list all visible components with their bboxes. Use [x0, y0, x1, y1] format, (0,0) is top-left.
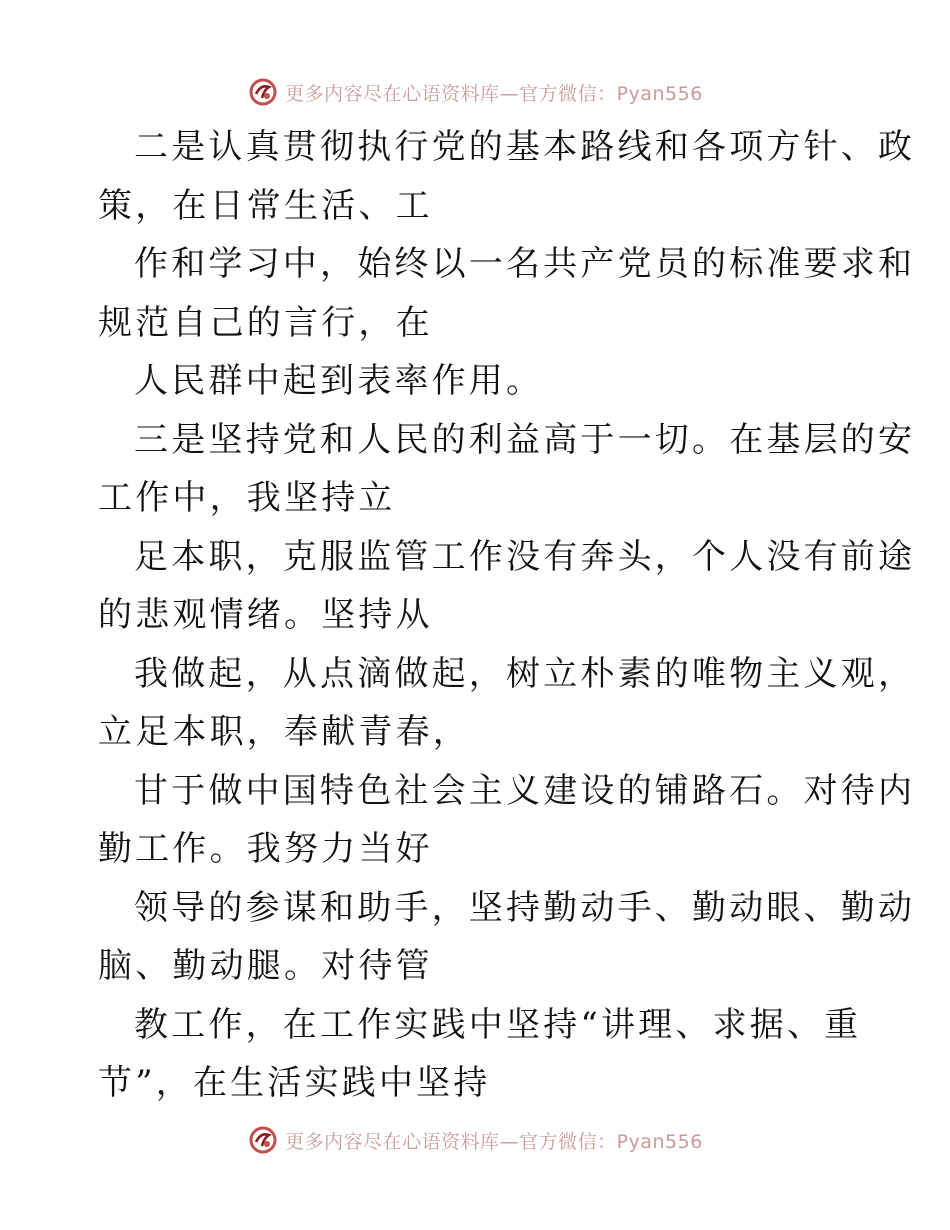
body-line: 我做起，从点滴做起，树立朴素的唯物主义观， [134, 653, 916, 694]
body-line: 的悲观情绪。坚持从 [98, 595, 433, 635]
document-body [98, 118, 916, 1113]
body-line: 二是认真贯彻执行党的基本路线和各项方针、政 [134, 127, 916, 167]
body-line: 勤工作。我努力当好 [98, 829, 433, 869]
footer-banner-text: 更多内容尽在心语资料库—官方微信：Pyan556 [285, 1130, 703, 1153]
body-line: 三是坚持党和人民的利益高于一切。在基层的安 [134, 419, 916, 460]
body-line: 领导的参谋和助手，坚持勤动手、勤动眼、勤动 [134, 887, 916, 928]
body-line: 工作中，我坚持立 [98, 478, 396, 518]
body-line: 足本职，克服监管工作没有奔头，个人没有前途 [134, 536, 916, 577]
body-line: 节”，在生活实践中坚持 [98, 1063, 491, 1103]
body-line: 脑、勤动腿。对待管 [98, 946, 433, 986]
body-line: 作和学习中，始终以一名共产党员的标准要求和 [134, 244, 916, 284]
body-line: 甘于做中国特色社会主义建设的铺路石。对待内 [134, 770, 916, 811]
body-line: 立足本职，奉献青春， [98, 712, 470, 752]
header-banner [0, 72, 950, 112]
body-line: 策，在日常生活、工 [98, 185, 433, 226]
swirl-logo-icon [247, 1124, 279, 1156]
swirl-logo-icon [247, 76, 279, 108]
footer-banner [0, 1120, 950, 1160]
body-line: 规范自己的言行，在 [98, 302, 433, 343]
header-banner-text: 更多内容尽在心语资料库—官方微信：Pyan556 [285, 82, 703, 105]
body-line: 教工作，在工作实践中坚持“讲理、求据、重 [134, 1004, 862, 1045]
body-line: 人民群中起到表率作用。 [134, 361, 544, 401]
